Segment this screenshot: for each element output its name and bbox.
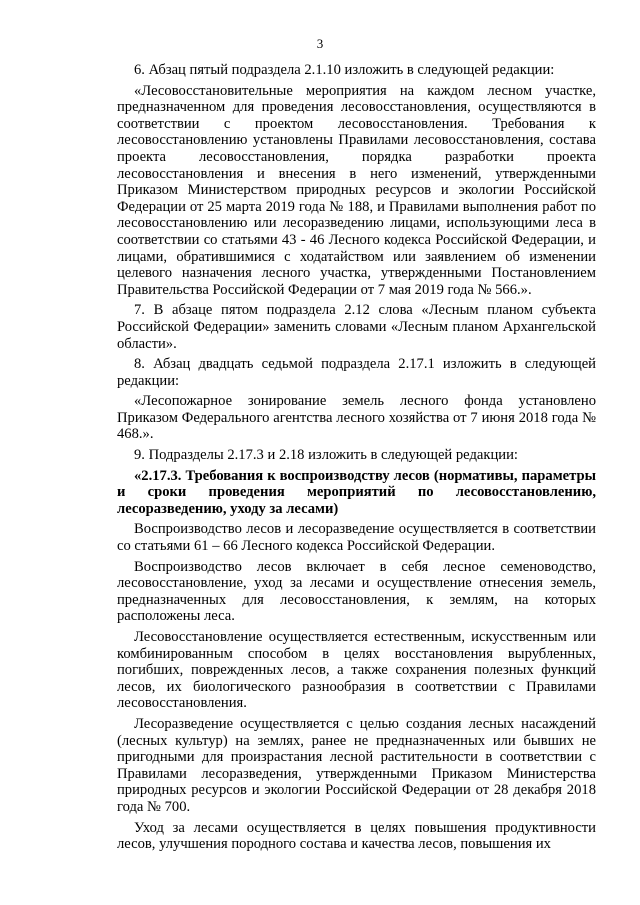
paragraph-afforestation: Лесоразведение осуществляется с целью создания лесных насаждений (лесных культур) на землях, ранее не предназначенных или бывших не пригодными для произрастания лесной растительности в соответствии с Правилами лесоразведения, утвержденными Приказом Министерства природных ресурсов и экологии Российской Федерации от 28 декабря 2018 года № 700.	[117, 715, 596, 815]
amendment-8-heading: 8. Абзац двадцать седьмой подраздела 2.17.1 изложить в следующей редакции:	[117, 356, 596, 389]
amendment-9-heading: 9. Подразделы 2.17.3 и 2.18 изложить в следующей редакции:	[134, 447, 518, 464]
paragraph-forest-care: Уход за лесами осуществляется в целях повышения продуктивности лесов, улучшения породного состава и качества лесов, повышения их	[117, 819, 596, 853]
paragraph-reproduction-includes: Воспроизводство лесов включает в себя лесное семеноводство, лесовосстановление, уход за лесами и осуществление отнесения земель, предназначенных для лесовосстановления, к землям, на которых расположены леса.	[117, 558, 596, 625]
page-number: 3	[316, 36, 324, 51]
amendment-8-text: «Лесопожарное зонирование земель лесного фонда установлено Приказом Федерального агентства лесного хозяйства от 7 июня 2018 года № 468.».	[117, 393, 596, 443]
paragraph-reproduction: Воспроизводство лесов и лесоразведение осуществляется в соответствии со статьями 61 – 66 Лесного кодекса Российской Федерации.	[117, 521, 596, 555]
amendment-6-text: «Лесовосстановительные мероприятия на каждом лесном участке, предназначенном для проведения лесовосстановления, осуществляются в соответствии с проектом лесовосстановления. Требования к лесовосстановлению установлены Правилами лесовосстановления, состава проекта лесовосстановления, порядка разработки проекта лесовосстановления и внесения в него изменений, утвержденными Приказом Министерством природных ресурсов и экологии Российской Федерации от 25 марта 2019 года № 188, и Правилами выполнения работ по лесовосстановлению или лесоразведению лицами, использующими леса в соответствии со статьями 43 - 46 Лесного кодекса Российской Федерации, и лицами, обратившимися с ходатайством или заявлением об изменении целевого назначения лесного участка, утвержденными Постановлением Правительства Российской Федерации от 7 мая 2019 года № 566.».	[117, 82, 596, 298]
document-body	[117, 62, 596, 857]
amendment-7-text: 7. В абзаце пятом подраздела 2.12 слова «Лесным планом субъекта Российской Федерации» заменить словами «Лесным планом Архангельской области».	[117, 302, 596, 352]
section-2-17-3-title: «2.17.3. Требования к воспроизводству лесов (нормативы, параметры и сроки проведения мероприятий по лесовосстановлению, лесоразведению, уходу за лесами)	[117, 467, 596, 517]
amendment-6-heading: 6. Абзац пятый подраздела 2.1.10 изложить в следующей редакции:	[134, 62, 555, 78]
paragraph-reforestation: Лесовосстановление осуществляется естественным, искусственным или комбинированным способом в целях восстановления вырубленных, погибших, поврежденных лесов, а также сохранения полезных функций лесов, их биологического разнообразия в соответствии с Правилами лесовосстановления.	[117, 629, 596, 712]
